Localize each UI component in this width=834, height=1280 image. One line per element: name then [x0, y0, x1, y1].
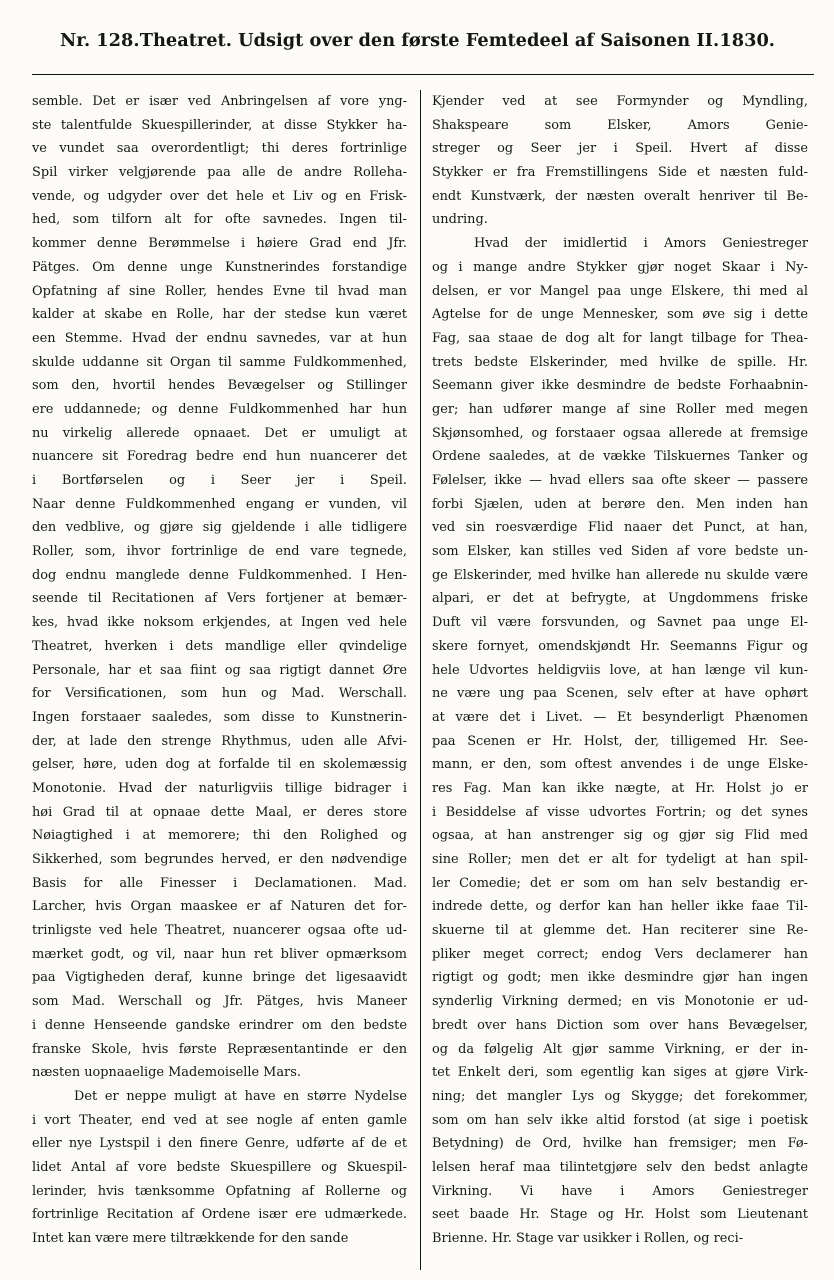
text-line: kalder at skabe en Rolle, har der stedse kun været — [32, 307, 407, 323]
text-line: tet Enkelt deri, som egentlig kan siges at gjøre Virk- — [432, 1065, 808, 1081]
text-line: Betydning) de Ord, hvilke han fremsiger; men Fø- — [432, 1136, 808, 1152]
text-line: dog endnu manglede denne Fuldkommenhed. I Hen- — [32, 567, 407, 583]
text-line: vende, og udgyder over det hele et Liv og en Frisk- — [32, 188, 407, 204]
text-line: ning; det mangler Lys og Skygge; det forekommer, — [432, 1088, 808, 1104]
text-line: streger og Seer jer i Speil. Hvert af disse — [432, 141, 808, 157]
text-line: Naar denne Fuldkommenhed engang er vunden, vil — [32, 496, 407, 512]
text-line: pliker meget correct; endog Vers declamerer han — [432, 946, 808, 962]
text-line: lerinder, hvis tænksomme Opfatning af Rollerne og — [32, 1183, 407, 1199]
text-line: nu virkelig allerede opnaaet. Det er umuligt at — [32, 425, 407, 441]
text-line: Theatret, hverken i dets mandlige eller qvindelige — [32, 638, 407, 654]
text-line: Monotonie. Hvad der naturligviis tillige bidrager i — [32, 780, 407, 796]
text-line: Ordene saaledes, at de vække Tilskuernes Tanker og — [432, 449, 808, 465]
text-line: Duft vil være forsvunden, og Savnet paa unge El- — [432, 615, 808, 631]
text-line: res Fag. Man kan ikke nægte, at Hr. Holst jo er — [432, 780, 808, 796]
text-line: ger; han udfører mange af sine Roller med megen — [432, 401, 808, 417]
text-line: som Mad. Werschall og Jfr. Pätges, hvis Maneer — [32, 994, 407, 1010]
text-line: som Elsker, kan stilles ved Siden af vore bedste un- — [432, 544, 808, 560]
text-line: paa Scenen er Hr. Holst, der, tilligemed Hr. See- — [432, 733, 808, 749]
text-line: Fag, saa staae de dog alt for langt tilbage for Thea- — [432, 330, 808, 346]
header-rule — [32, 74, 814, 75]
text-line: fortrinlige Recitation af Ordene især ere udmærkede. — [32, 1207, 407, 1223]
text-line: franske Skole, hvis første Repræsentantinde er den — [32, 1041, 407, 1057]
right-column — [432, 90, 808, 1251]
left-column — [32, 90, 407, 1251]
text-line: Spil virker velgjørende paa alle de andre Rolleha- — [32, 165, 407, 181]
text-line: den vedblive, og gjøre sig gjeldende i alle tidligere — [32, 520, 407, 536]
issue-year: 1830. — [719, 30, 775, 51]
text-line: lidet Antal af vore bedste Skuespillere og Skuespil- — [32, 1159, 407, 1175]
text-line: skere fornyet, omendskjøndt Hr. Seemanns Figur og — [432, 638, 808, 654]
text-line: lelsen heraf maa tilintetgjøre selv den bedst anlagte — [432, 1159, 808, 1175]
text-line: skuerne til at glemme det. Han reciterer sine Re- — [432, 923, 808, 939]
text-line: semble. Det er især ved Anbringelsen af vore yng- — [32, 94, 407, 109]
text-line: nuancere sit Foredrag bedre end hun nuancerer det — [32, 449, 407, 465]
text-line: kes, hvad ikke noksom erkjendes, at Ingen ved hele — [32, 615, 407, 631]
text-line: som om han selv ikke altid forstod (at sige i poetisk — [432, 1112, 808, 1128]
text-line: Opfatning af sine Roller, hendes Evne til hvad man — [32, 283, 407, 299]
text-line: skulde uddanne sit Organ til samme Fuldkommenhed, — [32, 354, 407, 370]
text-line: høi Grad til at opnaae dette Maal, er deres store — [32, 804, 407, 820]
text-line: Larcher, hvis Organ maaskee er af Naturen det for- — [32, 899, 407, 915]
text-line: Shakspeare som Elsker, Amors Genie- — [432, 117, 808, 133]
text-line: Skjønsomhed, og forstaaer ogsaa allerede at fremsige — [432, 425, 808, 441]
text-line: Brienne. Hr. Stage var usikker i Rollen, og reci- — [432, 1231, 744, 1246]
text-line: i vort Theater, end ved at see nogle af enten gamle — [32, 1112, 407, 1128]
text-line: ge Elskerinder, med hvilke han allerede nu skulde være — [432, 567, 808, 583]
text-line: delsen, er vor Mangel paa unge Elskere, thi med al — [432, 283, 808, 299]
text-line: Virkning. Vi have i Amors Geniestreger — [432, 1183, 808, 1199]
text-line: Hvad der imidlertid i Amors Geniestreger — [474, 236, 808, 252]
text-line: rigtigt og godt; men ikke desmindre gjør han ingen — [432, 970, 808, 986]
text-line: der, at lade den strenge Rhythmus, uden alle Afvi- — [32, 733, 407, 749]
text-line: een Stemme. Hvad der endnu savnedes, var at hun — [32, 330, 407, 346]
text-line: ler Comedie; det er som om han selv bestandig er- — [432, 875, 808, 891]
issue-number: Nr. 128. — [60, 30, 140, 51]
text-line: Basis for alle Finesser i Declamationen. Mad. — [32, 875, 407, 891]
text-line: bredt over hans Diction som over hans Bevægelser, — [432, 1017, 808, 1033]
text-line: seet baade Hr. Stage og Hr. Holst som Lieutenant — [432, 1207, 808, 1223]
text-line: mann, er den, som oftest anvendes i de unge Elske- — [432, 757, 808, 773]
text-line: ogsaa, at han anstrenger sig og gjør sig Flid med — [432, 828, 808, 844]
text-line: ste talentfulde Skuespillerinder, at disse Stykker ha- — [32, 117, 407, 133]
text-line: Agtelse for de unge Mennesker, som øve sig i dette — [432, 307, 808, 323]
text-line: i Besiddelse af visse udvortes Fortrin; og det synes — [432, 804, 808, 820]
text-line: forbi Sjælen, uden at berøre den. Men inden han — [432, 496, 808, 512]
text-line: mærket godt, og vil, naar hun ret bliver opmærksom — [32, 946, 407, 962]
column-divider — [420, 90, 421, 1270]
text-line: Kjender ved at see Formynder og Myndling, — [432, 94, 808, 109]
text-line: gelser, høre, uden dog at forfalde til en skolemæssig — [32, 757, 407, 773]
text-line: Det er neppe muligt at have en større Nydelse — [74, 1088, 407, 1104]
text-line: paa Vigtigheden deraf, kunne bringe det ligesaavidt — [32, 970, 407, 986]
text-line: Seemann giver ikke desmindre de bedste Forhaabnin- — [432, 378, 808, 394]
text-line: i Bortførselen og i Seer jer i Speil. — [32, 473, 407, 488]
text-line: ve vundet saa overordentligt; thi deres fortrinlige — [32, 141, 407, 157]
text-line: Roller, som, ihvor fortrinlige de end vare tegnede, — [32, 544, 407, 560]
text-line: Intet kan være mere tiltrækkende for den sande — [32, 1231, 349, 1246]
text-line: næsten uopnaaelige Mademoiselle Mars. — [32, 1065, 301, 1081]
text-line: Sikkerhed, som begrundes herved, er den nødvendige — [32, 852, 407, 867]
text-line: sine Roller; men det er alt for tydeligt at han spil- — [432, 852, 808, 867]
text-line: ved sin roesværdige Flid naaer det Punct, at han, — [432, 520, 808, 536]
text-line: Pätges. Om denne unge Kunstnerindes forstandige — [32, 259, 407, 275]
text-line: indrede dette, og derfor kan han heller ikke faae Til- — [432, 899, 808, 915]
text-line: ne være ung paa Scenen, selv efter at have ophørt — [432, 686, 808, 702]
text-line: endt Kunstværk, der næsten overalt henriver til Be- — [432, 188, 808, 204]
text-line: alpari, er det at befrygte, at Ungdommens friske — [432, 591, 808, 607]
text-line: Stykker er fra Fremstillingens Side et næsten fuld- — [432, 165, 808, 181]
text-line: eller nye Lystspil i den finere Genre, udførte af de et — [32, 1136, 407, 1152]
text-line: undring. — [432, 212, 488, 228]
text-line: Nøiagtighed i at memorere; thi den Rolighed og — [32, 828, 407, 844]
text-line: synderlig Virkning dermed; en vis Monotonie er ud- — [432, 994, 808, 1010]
text-line: trinligste ved hele Theatret, nuancerer ogsaa ofte ud- — [32, 923, 407, 939]
text-line: Følelser, ikke — hvad ellers saa ofte skeer — passere — [432, 473, 808, 488]
text-line: hele Udvortes heldigviis love, at han længe vil kun- — [432, 662, 808, 678]
text-line: Ingen forstaaer saaledes, som disse to Kunstnerin- — [32, 709, 407, 725]
text-line: Personale, har et saa fiint og saa rigtigt dannet Øre — [32, 662, 407, 678]
text-line: trets bedste Elskerinder, med hvilke de spille. Hr. — [432, 354, 808, 370]
text-line: for Versificationen, som hun og Mad. Werschall. — [32, 686, 407, 702]
page-title: Theatret. Udsigt over den første Femtedeel af Saisonen II. — [139, 30, 720, 51]
text-line: kommer denne Berømmelse i høiere Grad end Jfr. — [32, 236, 407, 252]
text-line: som den, hvortil hendes Bevægelser og Stillinger — [32, 378, 407, 394]
text-line: i denne Henseende gandske erindrer om den bedste — [32, 1017, 407, 1033]
text-line: og i mange andre Stykker gjør noget Skaar i Ny- — [432, 259, 808, 275]
text-line: at være det i Livet. — Et besynderligt Phænomen — [432, 709, 808, 725]
text-line: seende til Recitationen af Vers fortjener at bemær- — [32, 591, 407, 607]
text-line: og da følgelig Alt gjør samme Virkning, er der in- — [432, 1041, 808, 1057]
text-line: hed, som tilforn alt for ofte savnedes. Ingen til- — [32, 212, 407, 228]
text-line: ere uddannede; og denne Fuldkommenhed har hun — [32, 401, 407, 417]
page-header — [60, 30, 775, 64]
